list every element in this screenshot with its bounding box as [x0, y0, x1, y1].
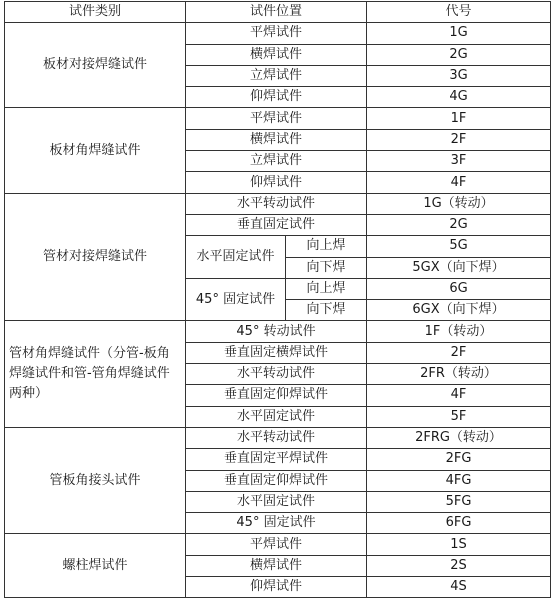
header-category: 试件类别 [5, 2, 186, 23]
code-cell: 1G [367, 23, 551, 44]
position-cell: 平焊试件 [186, 23, 367, 44]
category-cell: 管板角接头试件 [5, 427, 186, 533]
category-cell: 板材角焊缝试件 [5, 108, 186, 193]
position-cell: 垂直固定仰焊试件 [186, 385, 367, 406]
code-cell: 1G（转动） [367, 193, 551, 214]
position-cell: 水平转动试件 [186, 193, 367, 214]
table-row [5, 108, 551, 129]
table-header-row [5, 2, 551, 23]
position-cell: 仰焊试件 [186, 172, 367, 193]
position-cell: 垂直固定横焊试件 [186, 342, 367, 363]
position-cell: 水平固定试件 [186, 236, 286, 279]
sub-position-cell: 向下焊 [286, 257, 367, 278]
code-cell: 6GX（向下焊） [367, 300, 551, 321]
code-cell: 5GX（向下焊） [367, 257, 551, 278]
position-cell: 横焊试件 [186, 44, 367, 65]
sub-position-cell: 向上焊 [286, 278, 367, 299]
code-cell: 2FG [367, 449, 551, 470]
category-cell: 板材对接焊缝试件 [5, 23, 186, 108]
code-cell: 6FG [367, 513, 551, 534]
code-cell: 2FR（转动） [367, 364, 551, 385]
position-cell: 仰焊试件 [186, 577, 367, 598]
category-cell: 螺柱焊试件 [5, 534, 186, 598]
header-position: 试件位置 [186, 2, 367, 23]
code-cell: 6G [367, 278, 551, 299]
code-cell: 2S [367, 555, 551, 576]
code-cell: 4S [367, 577, 551, 598]
position-cell: 水平固定试件 [186, 406, 367, 427]
position-cell: 45° 转动试件 [186, 321, 367, 342]
position-cell: 平焊试件 [186, 534, 367, 555]
code-cell: 5G [367, 236, 551, 257]
position-cell: 横焊试件 [186, 129, 367, 150]
position-cell: 水平固定试件 [186, 491, 367, 512]
code-cell: 4G [367, 87, 551, 108]
code-cell: 2FRG（转动） [367, 427, 551, 448]
table-row [5, 321, 551, 342]
code-cell: 1F（转动） [367, 321, 551, 342]
sub-position-cell: 向上焊 [286, 236, 367, 257]
position-cell: 水平转动试件 [186, 427, 367, 448]
code-cell: 4FG [367, 470, 551, 491]
code-cell: 2G [367, 44, 551, 65]
position-cell: 立焊试件 [186, 151, 367, 172]
table-row [5, 534, 551, 555]
position-cell: 45° 固定试件 [186, 513, 367, 534]
table-row [5, 427, 551, 448]
code-cell: 3G [367, 65, 551, 86]
sub-position-cell: 向下焊 [286, 300, 367, 321]
code-cell: 5F [367, 406, 551, 427]
position-cell: 垂直固定试件 [186, 214, 367, 235]
code-cell: 1F [367, 108, 551, 129]
position-cell: 垂直固定平焊试件 [186, 449, 367, 470]
position-cell: 仰焊试件 [186, 87, 367, 108]
position-cell: 水平转动试件 [186, 364, 367, 385]
table-row [5, 23, 551, 44]
position-cell: 垂直固定仰焊试件 [186, 470, 367, 491]
position-cell: 横焊试件 [186, 555, 367, 576]
code-cell: 3F [367, 151, 551, 172]
category-cell: 管材角焊缝试件（分管-板角焊缝试件和管-管角焊缝试件两种） [5, 321, 186, 427]
code-cell: 2F [367, 342, 551, 363]
category-cell: 管材对接焊缝试件 [5, 193, 186, 321]
code-cell: 1S [367, 534, 551, 555]
position-cell: 45° 固定试件 [186, 278, 286, 321]
code-cell: 2F [367, 129, 551, 150]
header-code: 代号 [367, 2, 551, 23]
welding-specimen-table [4, 1, 551, 598]
table-row [5, 193, 551, 214]
code-cell: 5FG [367, 491, 551, 512]
position-cell: 平焊试件 [186, 108, 367, 129]
code-cell: 2G [367, 214, 551, 235]
position-cell: 立焊试件 [186, 65, 367, 86]
code-cell: 4F [367, 172, 551, 193]
code-cell: 4F [367, 385, 551, 406]
